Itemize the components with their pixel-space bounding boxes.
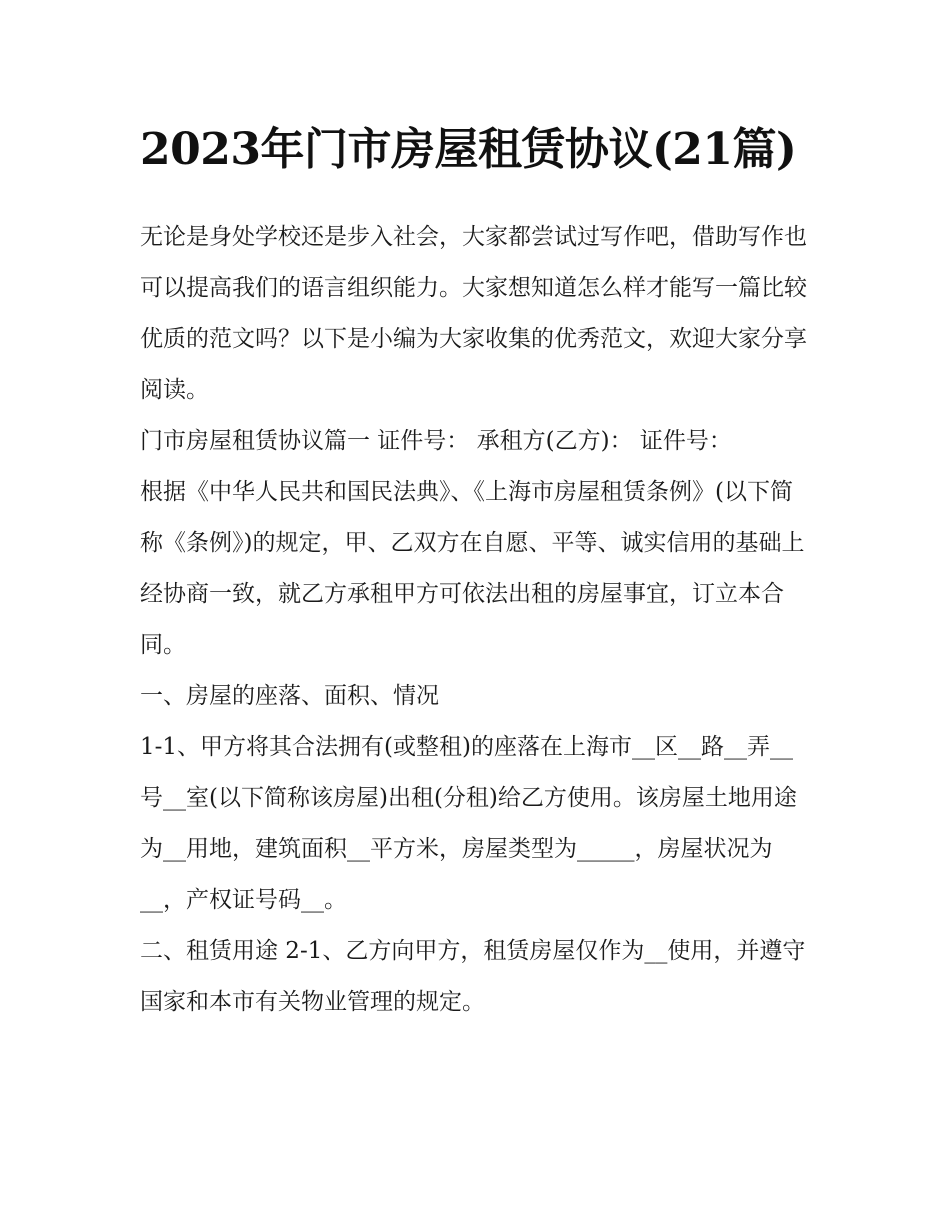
paragraph-intro: 无论是身处学校还是步入社会，大家都尝试过写作吧，借助写作也可以提高我们的语言组织能力。大家想知道怎么样才能写一篇比较优质的范文吗？以下是小编为大家收集的优秀范文，欢迎大家分享阅读。	[140, 224, 807, 403]
document-page	[140, 112, 812, 1028]
document-title: 2023年门市房屋租赁协议(21篇)	[140, 124, 797, 175]
section-heading-property: 一、房屋的座落、面积、情况	[140, 683, 439, 709]
paragraph-legal-basis: 根据《中华人民共和国民法典》、《上海市房屋租赁条例》(以下简称《条例》)的规定，甲、乙双方在自愿、平等、诚实信用的基础上经协商一致，就乙方承租甲方可依法出租的房屋事宜，订立本合同。	[140, 479, 805, 658]
paragraph-clause-2-1: 二、租赁用途 2-1、乙方向甲方，租赁房屋仅作为__使用，并遵守国家和本市有关物业管理的规定。	[140, 938, 806, 1015]
paragraph-parties: 门市房屋租赁协议篇一 证件号： 承租方(乙方)： 证件号：	[140, 428, 732, 454]
paragraph-clause-1-1: 1-1、甲方将其合法拥有(或整租)的座落在上海市__区__路__弄__号__室(以下简称该房屋)出租(分租)给乙方使用。该房屋土地用途为__用地，建筑面积__平方米，房屋类型为_____，房屋状况为__，产权证号码__。	[140, 734, 797, 913]
